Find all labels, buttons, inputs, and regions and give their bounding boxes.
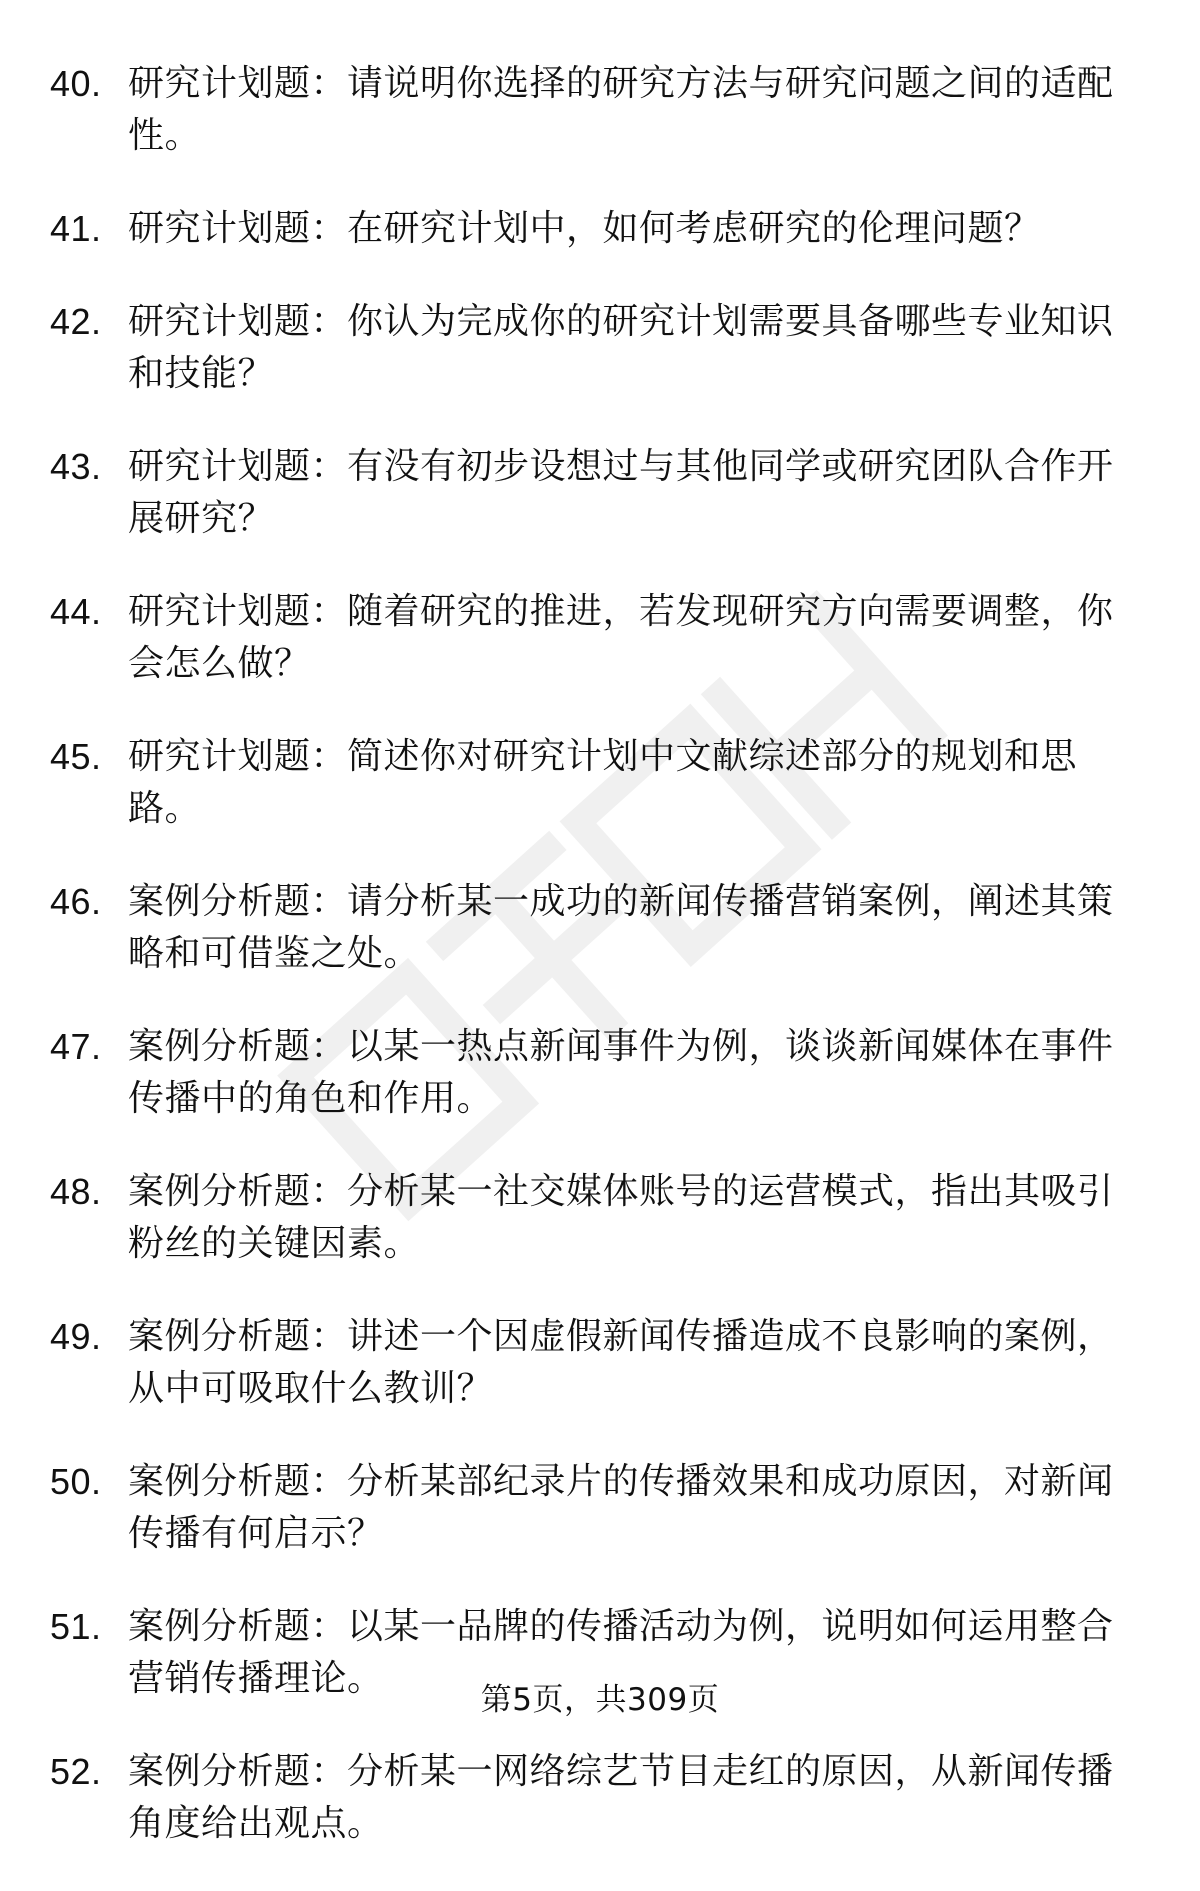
question-text: 案例分析题：以某一品牌的传播活动为例，说明如何运用整合营销传播理论。 [128, 1606, 1114, 1699]
question-text: 案例分析题：分析某一社交媒体账号的运营模式，指出其吸引粉丝的关键因素。 [128, 1171, 1114, 1264]
question-item [50, 586, 1150, 690]
question-number: 49. [50, 1316, 102, 1357]
question-number: 52. [50, 1751, 102, 1792]
question-item [50, 1746, 1150, 1850]
question-text: 案例分析题：请分析某一成功的新闻传播营销案例，阐述其策略和可借鉴之处。 [128, 881, 1114, 974]
question-text: 案例分析题：讲述一个因虚假新闻传播造成不良影响的案例，从中可吸取什么教训？ [128, 1316, 1114, 1409]
question-item [50, 1166, 1150, 1270]
question-item [50, 203, 1150, 255]
question-text: 案例分析题：分析某部纪录片的传播效果和成功原因，对新闻传播有何启示？ [128, 1461, 1114, 1554]
question-item [50, 1311, 1150, 1415]
question-number: 46. [50, 881, 102, 922]
question-number: 47. [50, 1026, 102, 1067]
question-item [50, 296, 1150, 400]
question-text: 研究计划题：请说明你选择的研究方法与研究问题之间的适配性。 [128, 63, 1114, 156]
question-text: 研究计划题：在研究计划中，如何考虑研究的伦理问题？ [128, 208, 1041, 249]
question-number: 44. [50, 591, 102, 632]
question-item [50, 441, 1150, 545]
question-list [50, 58, 1150, 1891]
question-text: 研究计划题：有没有初步设想过与其他同学或研究团队合作开展研究？ [128, 446, 1114, 539]
question-text: 研究计划题：随着研究的推进，若发现研究方向需要调整，你会怎么做？ [128, 591, 1114, 684]
question-item [50, 58, 1150, 162]
question-number: 48. [50, 1171, 102, 1212]
question-number: 51. [50, 1606, 102, 1647]
page-footer [0, 1678, 1200, 1722]
question-number: 50. [50, 1461, 102, 1502]
question-item [50, 876, 1150, 980]
question-text: 研究计划题：你认为完成你的研究计划需要具备哪些专业知识和技能？ [128, 301, 1114, 394]
question-number: 42. [50, 301, 102, 342]
page-number-label: 第5页，共309页 [480, 1682, 720, 1718]
question-number: 41. [50, 208, 102, 249]
question-item [50, 1456, 1150, 1560]
question-number: 45. [50, 736, 102, 777]
question-number: 43. [50, 446, 102, 487]
question-text: 研究计划题：简述你对研究计划中文献综述部分的规划和思路。 [128, 736, 1078, 829]
question-item [50, 731, 1150, 835]
question-text: 案例分析题：分析某一网络综艺节目走红的原因，从新闻传播角度给出观点。 [128, 1751, 1114, 1844]
question-number: 40. [50, 63, 102, 104]
question-item [50, 1021, 1150, 1125]
question-text: 案例分析题：以某一热点新闻事件为例，谈谈新闻媒体在事件传播中的角色和作用。 [128, 1026, 1114, 1119]
